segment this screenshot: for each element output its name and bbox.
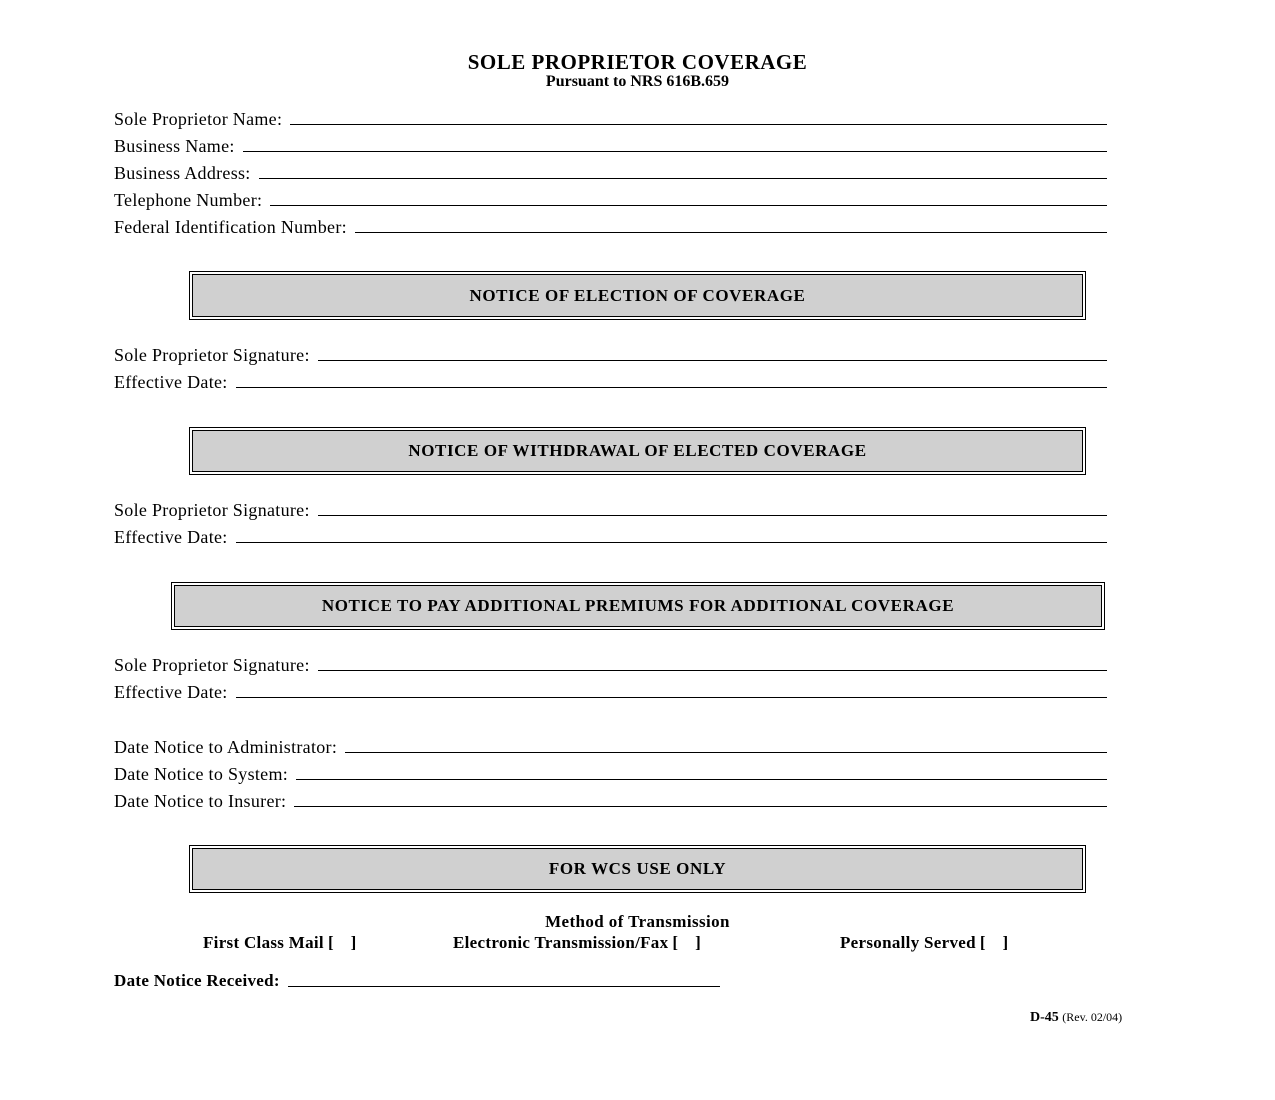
federal-id-number-field bbox=[114, 215, 1107, 237]
sole-proprietor-name-input[interactable] bbox=[290, 108, 1107, 125]
business-name-field bbox=[114, 134, 1107, 156]
field-label: Date Notice to System: bbox=[114, 764, 289, 784]
first-class-mail-option[interactable] bbox=[203, 933, 356, 953]
form-code: D-45 bbox=[1030, 1010, 1059, 1025]
date-notice-received-field bbox=[114, 970, 720, 991]
withdrawal-date-input[interactable] bbox=[236, 526, 1107, 543]
field-label: Effective Date: bbox=[114, 682, 228, 702]
electronic-transmission-option[interactable] bbox=[453, 933, 701, 953]
election-date-input[interactable] bbox=[236, 371, 1107, 388]
election-signature-field bbox=[114, 343, 1107, 365]
personally-served-option[interactable] bbox=[840, 933, 1008, 953]
date-notice-received-input[interactable] bbox=[288, 970, 720, 987]
option-label: Electronic Transmission/Fax bbox=[453, 933, 669, 952]
election-banner bbox=[189, 271, 1086, 320]
option-label: First Class Mail bbox=[203, 933, 324, 952]
business-address-field bbox=[114, 161, 1107, 183]
field-label: Sole Proprietor Signature: bbox=[114, 500, 310, 520]
field-label: Telephone Number: bbox=[114, 190, 263, 210]
option-label: Personally Served bbox=[840, 933, 976, 952]
first-class-mail-checkbox[interactable]: [ ] bbox=[327, 933, 357, 952]
method-of-transmission-title: Method of Transmission bbox=[545, 912, 730, 931]
business-address-input[interactable] bbox=[259, 162, 1107, 179]
date-notice-system-field bbox=[114, 762, 1107, 784]
wcs-banner bbox=[189, 845, 1086, 893]
field-label: Date Notice Received: bbox=[114, 971, 280, 990]
withdrawal-date-field bbox=[114, 525, 1107, 547]
sole-proprietor-name-field bbox=[114, 107, 1107, 129]
field-label: Sole Proprietor Signature: bbox=[114, 345, 310, 365]
election-date-field bbox=[114, 370, 1107, 392]
additional-date-field bbox=[114, 680, 1107, 702]
date-notice-administrator-input[interactable] bbox=[345, 736, 1107, 753]
field-label: Business Name: bbox=[114, 136, 235, 156]
withdrawal-signature-input[interactable] bbox=[318, 499, 1107, 516]
field-label: Effective Date: bbox=[114, 372, 228, 392]
field-label: Sole Proprietor Name: bbox=[114, 109, 283, 129]
field-label: Business Address: bbox=[114, 163, 251, 183]
withdrawal-heading: NOTICE OF WITHDRAWAL OF ELECTED COVERAGE bbox=[192, 430, 1083, 472]
telephone-number-field bbox=[114, 188, 1107, 210]
wcs-heading: FOR WCS USE ONLY bbox=[192, 848, 1083, 890]
date-notice-system-input[interactable] bbox=[296, 763, 1107, 780]
date-notice-administrator-field bbox=[114, 735, 1107, 757]
withdrawal-banner bbox=[189, 427, 1086, 475]
additional-date-input[interactable] bbox=[236, 681, 1107, 698]
additional-signature-field bbox=[114, 653, 1107, 675]
business-name-input[interactable] bbox=[243, 135, 1107, 152]
field-label: Effective Date: bbox=[114, 527, 228, 547]
form-subtitle: Pursuant to NRS 616B.659 bbox=[545, 73, 730, 90]
form-revision: (Rev. 02/04) bbox=[1062, 1010, 1123, 1024]
additional-premiums-banner bbox=[171, 582, 1105, 630]
field-label: Sole Proprietor Signature: bbox=[114, 655, 310, 675]
election-heading: NOTICE OF ELECTION OF COVERAGE bbox=[192, 274, 1083, 317]
personally-served-checkbox[interactable]: [ ] bbox=[979, 933, 1009, 952]
withdrawal-signature-field bbox=[114, 498, 1107, 520]
date-notice-insurer-field bbox=[114, 789, 1107, 811]
additional-premiums-heading: NOTICE TO PAY ADDITIONAL PREMIUMS FOR ADDITIONAL COVERAGE bbox=[174, 585, 1102, 627]
election-signature-input[interactable] bbox=[318, 344, 1107, 361]
form-revision-code bbox=[1030, 1010, 1122, 1026]
additional-signature-input[interactable] bbox=[318, 654, 1107, 671]
field-label: Date Notice to Insurer: bbox=[114, 791, 287, 811]
field-label: Date Notice to Administrator: bbox=[114, 737, 338, 757]
date-notice-insurer-input[interactable] bbox=[294, 790, 1107, 807]
form-title: SOLE PROPRIETOR COVERAGE bbox=[467, 50, 808, 74]
field-label: Federal Identification Number: bbox=[114, 217, 347, 237]
federal-id-number-input[interactable] bbox=[355, 216, 1107, 233]
electronic-transmission-checkbox[interactable]: [ ] bbox=[672, 933, 701, 952]
telephone-number-input[interactable] bbox=[270, 189, 1107, 206]
